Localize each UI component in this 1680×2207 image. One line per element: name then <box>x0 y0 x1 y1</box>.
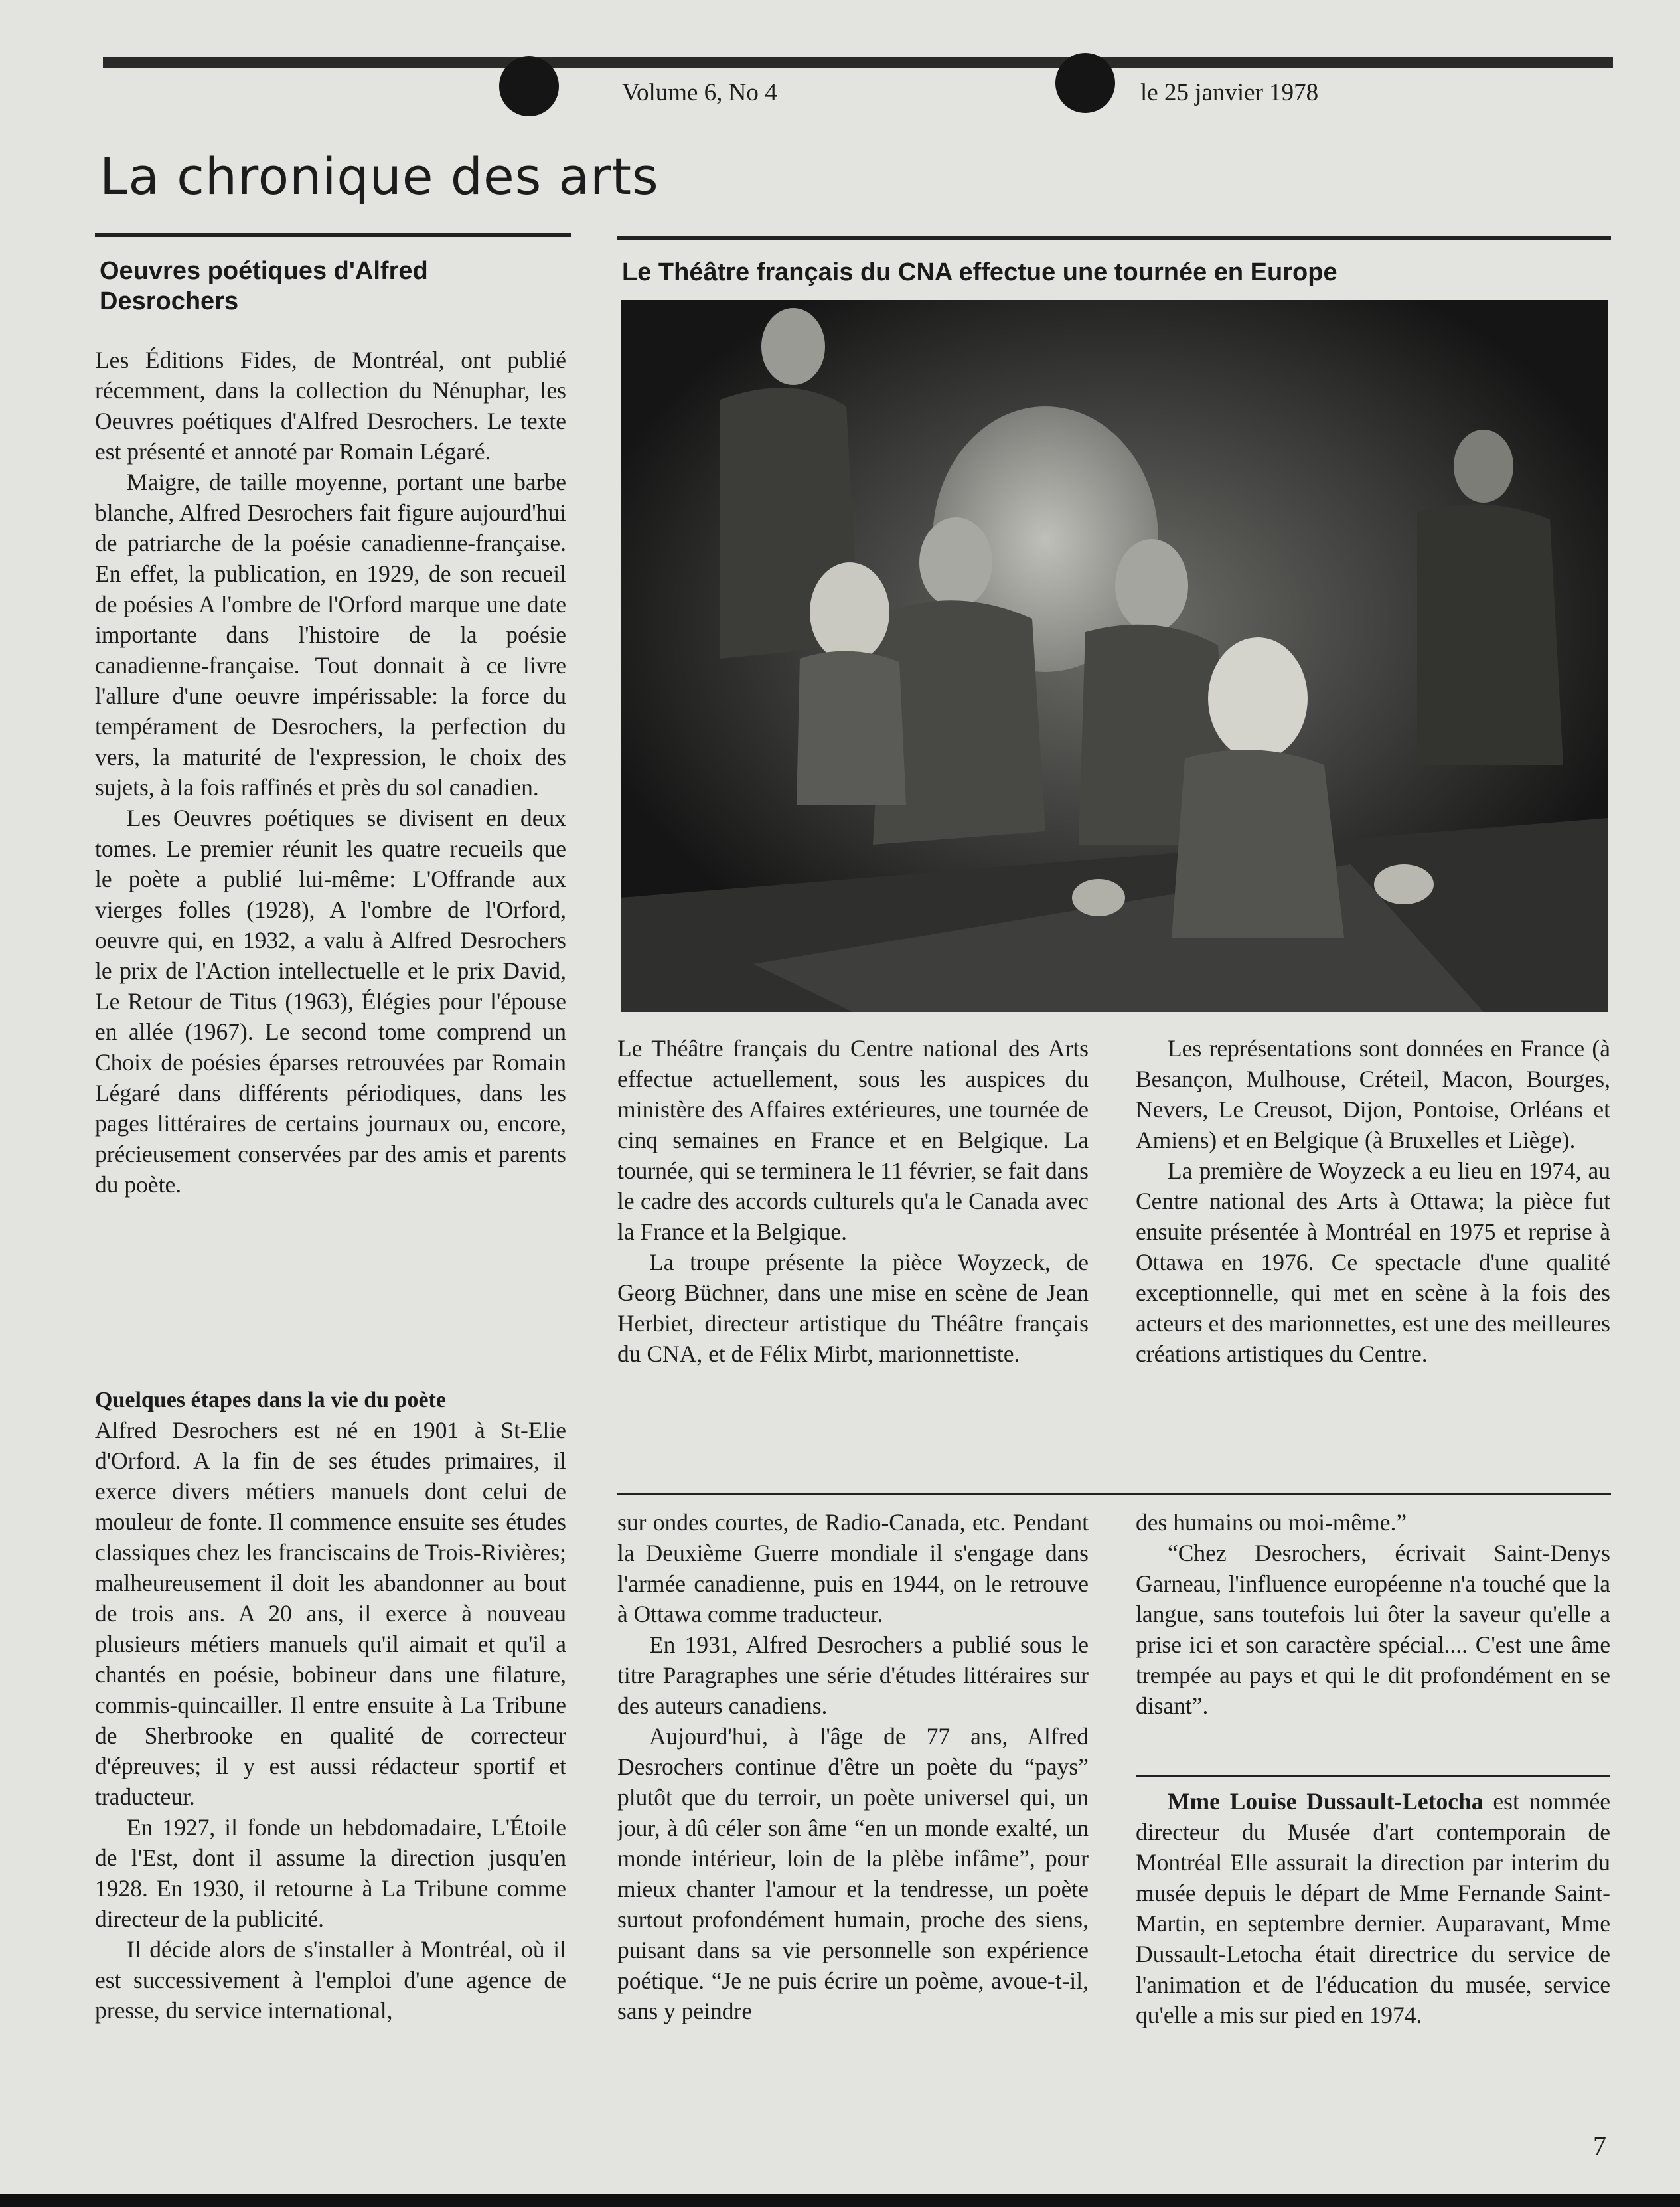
continuation-paragraph: Aujourd'hui, à l'âge de 77 ans, Alfred Desrochers continue d'être un poète du “pays” plutôt que du terroir, un poète universel qui, un jour, à dû céler son âme “en un monde exalté, un monde intérieur, loin de la plèbe infâme”, pour mieux chanter l'amour et la tendresse, un poète surtout profondément humain, proche des siens, puisant dans sa vie personnelle son expérience poétique. “Je ne puis écrire un poème, avoue-t-il, sans y peindre <box>617 1723 1089 2024</box>
left-article-headline: Oeuvres poétiques d'Alfred Desrochers <box>100 257 428 315</box>
page-number: 7 <box>1593 2131 1606 2161</box>
left-section-rule <box>95 233 571 237</box>
continuation-paragraph: des humains ou moi-même.” <box>1136 1509 1407 1536</box>
left-paragraph: Les Oeuvres poétiques se divisent en deux tomes. Le premier réunit les quatre recueils que le poète a publié lui-même: L'Offrande aux vierges folles (1928), A l'ombre de l'Orford, oeuvre qui, en 1932, a valu à Alfred Desrochers le prix de l'Action intellectuelle et le prix David, Le Retour de Titus (1963), Élégies pour l'épouse en allée (1967). Le second tome comprend un Choix de poésies éparses retrouvées par Romain Légaré dans différents périodiques, dans les pages littéraires de certains journaux ou, encore, précieusement conservées par des amis et parents du poète. <box>95 805 566 1198</box>
theatre-paragraph: La troupe présente la pièce Woyzeck, de Georg Büchner, dans une mise en scène de Jean Herbiet, directeur artistique du Théâtre français du CNA, et de Félix Mirbt, marionnettiste. <box>617 1249 1089 1367</box>
left-article-body <box>95 345 566 1200</box>
bio-paragraph: En 1927, il fonde un hebdomadaire, L'Étoile de l'Est, dont il assume la direction jusqu'en 1928. En 1930, il retourne à La Tribune comme directeur de la publicité. <box>95 1814 566 1932</box>
right-section-rule <box>617 236 1611 240</box>
bio-paragraph: Il décide alors de s'installer à Montréal, où il est successivement à l'emploi d'une agence de presse, du service international, <box>95 1936 566 2024</box>
binder-hole-right <box>1055 53 1115 113</box>
continuation-paragraph: “Chez Desrochers, écrivait Saint-Denys Garneau, l'influence européenne n'a touché que la langue, sans toutefois lui ôter la saveur qu'elle a prise ici et son caractère spécial.... C'est une âme trempée au pays et qui le dit profondément en se disant”. <box>1136 1540 1610 1719</box>
notice-article <box>1136 1786 1610 2030</box>
notice-text: est nommée directeur du Musée d'art contemporain de Montréal Elle assurait la direction par interim du musée depuis le départ de Mme Fernande Saint-Martin, en septembre dernier. Auparavant, Mme Dussault-Letocha était directrice du service de l'animation et de l'éducation du musée, service qu'elle a mis sur pied en 1974. <box>1136 1788 1610 2028</box>
top-rule <box>103 57 1613 68</box>
continuation-col-mid <box>617 1507 1089 2026</box>
notice-name: Mme Louise Dussault-Letocha <box>1168 1788 1484 1815</box>
theatre-paragraph: Le Théâtre français du Centre national des Arts effectue actuellement, sous les auspices du ministère des Affaires extérieures, une tournée de cinq semaines en France et en Belgique. La tournée, qui se terminera le 11 février, se fait dans le cadre des accords culturels qu'a le Canada avec la France et la Belgique. <box>617 1035 1089 1245</box>
bottom-edge <box>0 2194 1680 2207</box>
left-paragraph: Maigre, de taille moyenne, portant une barbe blanche, Alfred Desrochers fait figure aujourd'hui de patriarche de la poésie canadienne-française. En effet, la publication, en 1929, de son recueil de poésies A l'ombre de l'Orford marque une date importante dans l'histoire de la poésie canadienne-française. Tout donnait à ce livre l'allure d'une oeuvre impérissable: la force du tempérament de Desrochers, la perfection du vers, la maturité de l'expression, le choix des sujets, à la fois raffinés et près du sol canadien. <box>95 469 566 801</box>
continuation-col-right <box>1136 1507 1610 1721</box>
theatre-paragraph: Les représentations sont données en France (à Besançon, Mulhouse, Créteil, Macon, Bourges, Nevers, Le Creusot, Dijon, Pontoise, Orléans et Amiens) et en Belgique (à Bruxelles et Liège). <box>1136 1035 1610 1153</box>
left-paragraph: Les Éditions Fides, de Montréal, ont publié récemment, dans la collection du Nénuphar, les Oeuvres poétiques d'Alfred Desrochers. Le texte est présenté et annoté par Romain Légaré. <box>95 347 566 465</box>
theatre-col-1 <box>617 1033 1089 1369</box>
theatre-paragraph: La première de Woyzeck a eu lieu en 1974, au Centre national des Arts à Ottawa; la pièce fut ensuite présentée à Montréal en 1975 et reprise à Ottawa en 1976. Ce spectacle d'une qualité exceptionnelle, qui met en scène à la fois des acteurs et des marionnettes, est une des meilleures créations artistiques du Centre. <box>1136 1157 1610 1367</box>
bio-paragraph: Alfred Desrochers est né en 1901 à St-Elie d'Orford. A la fin de ses études primaires, il exerce divers métiers manuels dont celui de mouleur de fonte. Il commence ensuite ses études classiques chez les franciscains de Trois-Rivières; malheureusement il doit les abandonner au bout de trois ans. A 20 ans, il exerce à nouveau plusieurs métiers manuels qu'il aimait et qu'il a chantés en poésie, bobineur dans une filature, commis-quincailler. Il entre ensuite à La Tribune de Sherbrooke en qualité de correcteur d'épreuves; il y est aussi rédacteur sportif et traducteur. <box>95 1417 566 1810</box>
theatre-col-2 <box>1136 1033 1610 1369</box>
continuation-paragraph: En 1931, Alfred Desrochers a publié sous le titre Paragraphes une série d'études littéraires sur des auteurs canadiens. <box>617 1631 1089 1719</box>
theatre-photo <box>621 300 1608 1012</box>
page-title: La chronique des arts <box>100 147 659 206</box>
woyzeck-stage-photo <box>621 300 1608 1012</box>
bio-body <box>95 1415 566 2026</box>
continuation-paragraph: sur ondes courtes, de Radio-Canada, etc. Pendant la Deuxième Guerre mondiale il s'engage dans l'armée canadienne, puis en 1944, on le retrouve à Ottawa comme traducteur. <box>617 1509 1089 1627</box>
theatre-headline: Le Théâtre français du CNA effectue une tournée en Europe <box>622 258 1337 286</box>
continuation-rule <box>617 1493 1611 1495</box>
issue-date: le 25 janvier 1978 <box>1140 79 1319 106</box>
notice-rule <box>1136 1775 1610 1777</box>
binder-hole-left <box>499 56 559 116</box>
bio-subhead: Quelques étapes dans la vie du poète <box>95 1388 446 1412</box>
issue-volume: Volume 6, No 4 <box>622 79 777 106</box>
